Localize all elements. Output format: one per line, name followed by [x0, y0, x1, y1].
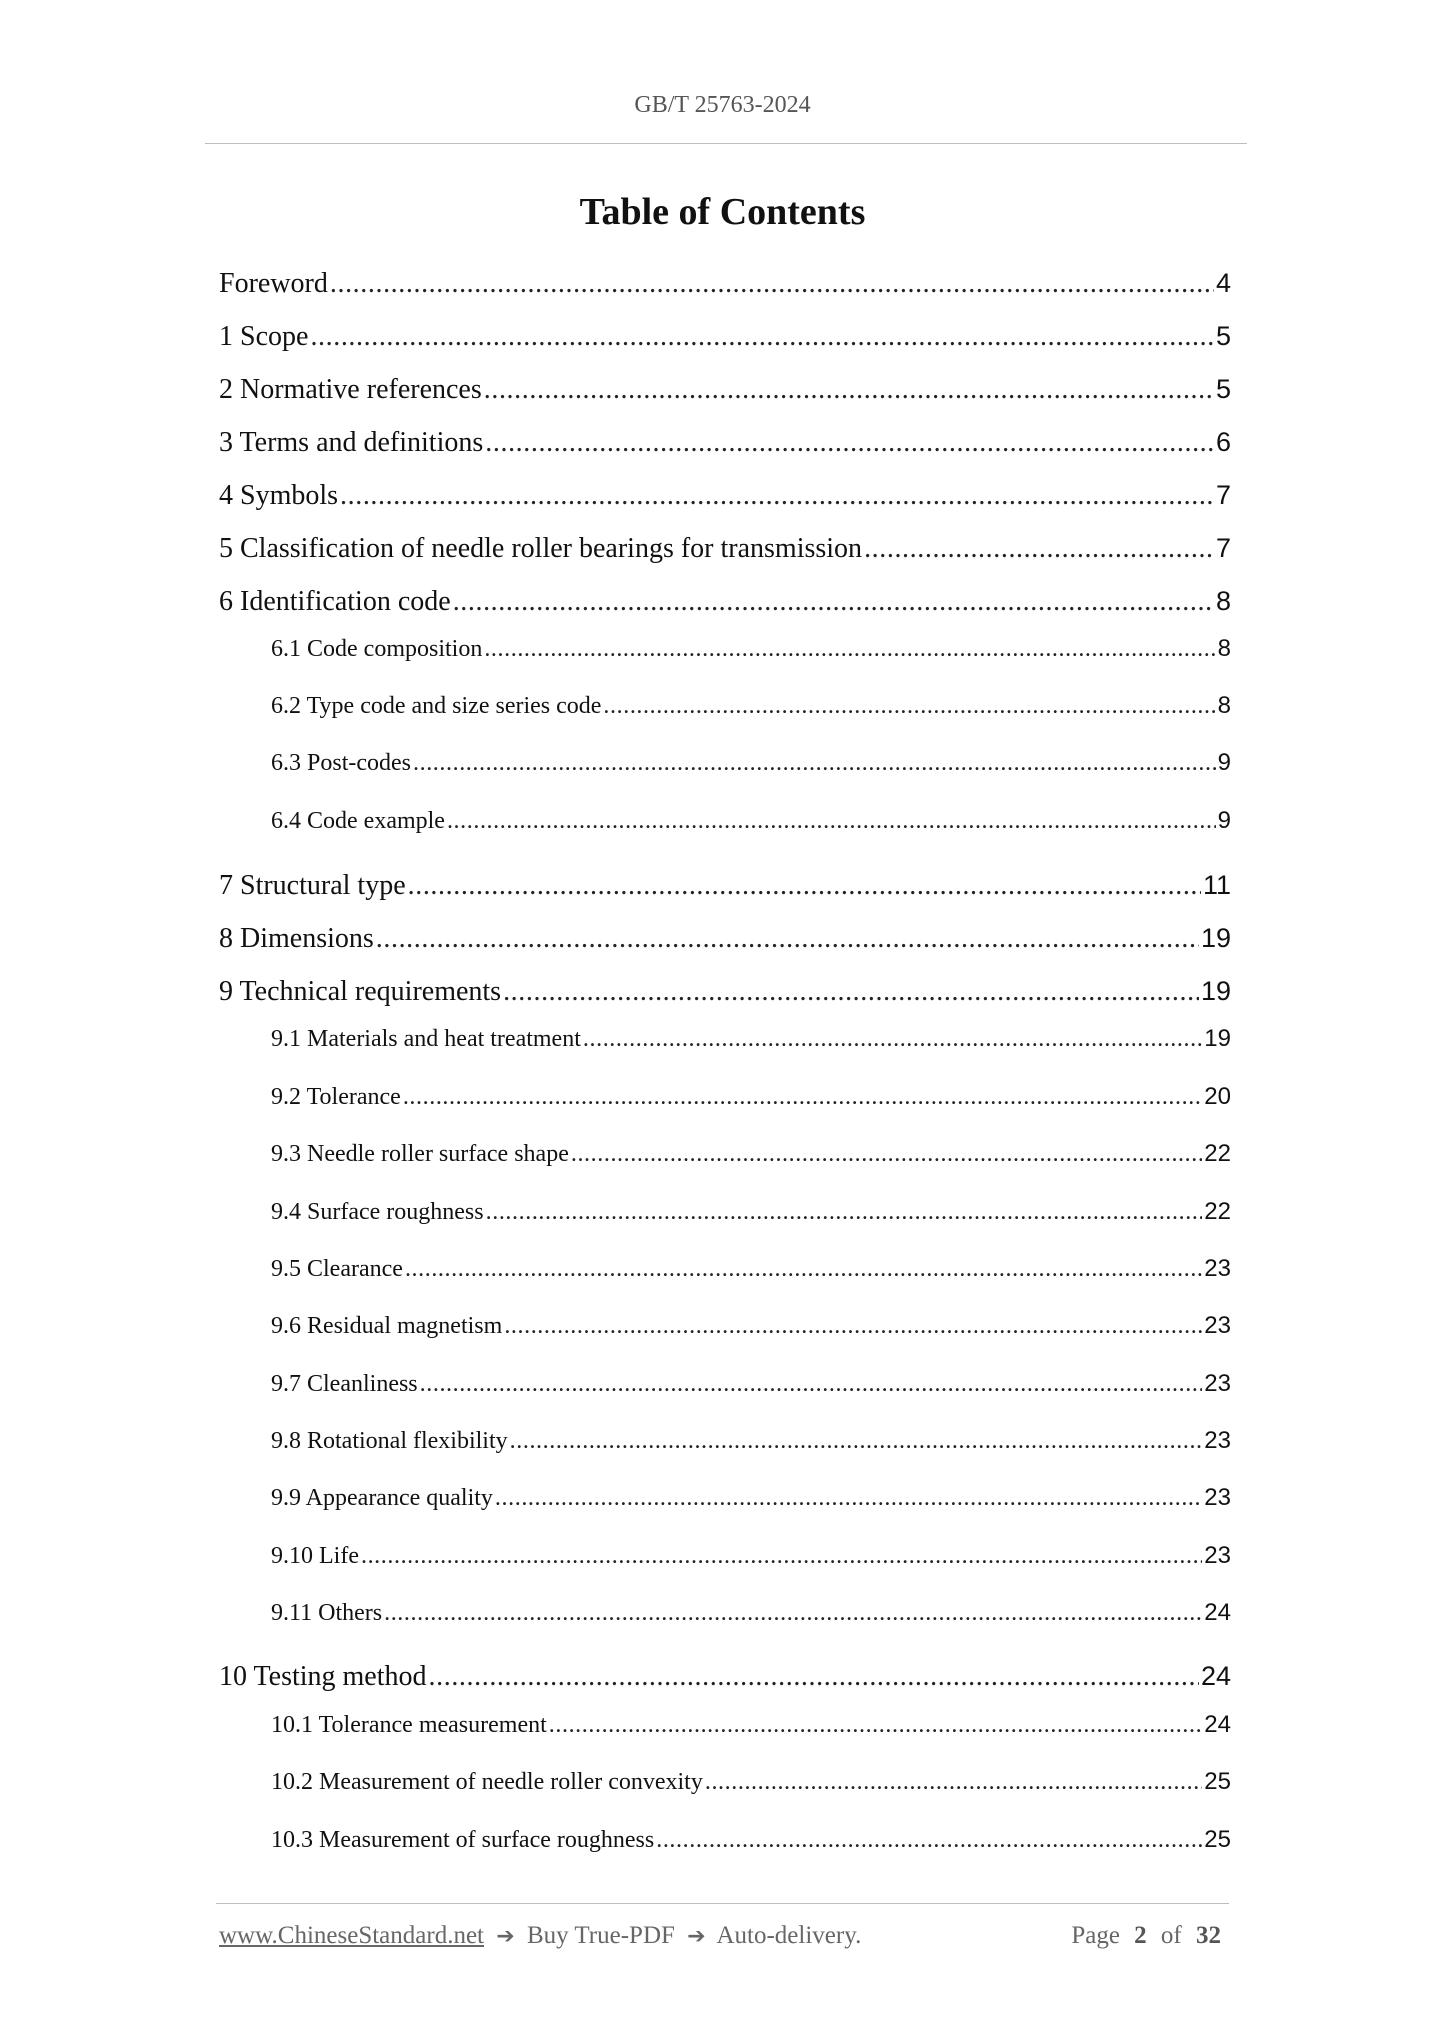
toc-entry-page: 8: [1217, 635, 1231, 662]
toc-subentry[interactable]: [271, 1083, 1231, 1119]
dot-leader: [403, 1084, 1202, 1111]
toc-entry-page: 23: [1204, 1370, 1231, 1397]
toc-entry-page: 20: [1204, 1083, 1231, 1110]
dot-leader: [504, 1313, 1202, 1340]
page-label: Page: [1071, 1922, 1120, 1949]
delivery-text: Auto-delivery.: [716, 1922, 862, 1949]
buy-pdf-text: Buy True-PDF: [526, 1922, 675, 1949]
dot-leader: [484, 374, 1214, 406]
current-page: 2: [1134, 1922, 1147, 1949]
toc-entry-page: 19: [1200, 923, 1231, 953]
dot-leader: [420, 1371, 1203, 1398]
toc-entry-page: 22: [1204, 1198, 1231, 1225]
toc-entry-title: 9.11 Others: [271, 1600, 383, 1626]
toc-subentry[interactable]: [271, 1255, 1231, 1291]
dot-leader: [510, 1428, 1203, 1455]
dot-leader: [361, 1543, 1202, 1570]
toc-entry-page: 5: [1215, 374, 1231, 404]
toc-entry[interactable]: [219, 870, 1231, 910]
dot-leader: [486, 1199, 1203, 1226]
toc-entry-title: 4 Symbols: [219, 480, 339, 511]
toc-entry-title: 9.6 Residual magnetism: [271, 1313, 503, 1339]
toc-entry-title: 9.10 Life: [271, 1543, 359, 1569]
toc-entry-page: 24: [1204, 1599, 1231, 1626]
dot-leader: [864, 533, 1214, 565]
dot-leader: [484, 636, 1215, 663]
dot-leader: [549, 1712, 1203, 1739]
toc-entry-title: 9.9 Appearance quality: [271, 1485, 493, 1511]
toc-entry-title: 10.3 Measurement of surface roughness: [271, 1827, 655, 1853]
toc-subentry[interactable]: [271, 1599, 1231, 1635]
toc-entry[interactable]: [219, 976, 1231, 1016]
toc-entry-page: 23: [1204, 1255, 1231, 1282]
toc-entry[interactable]: [219, 1661, 1231, 1701]
dot-leader: [447, 808, 1216, 835]
toc-entry-title: 6.1 Code composition: [271, 636, 483, 662]
dot-leader: [503, 976, 1199, 1008]
dot-leader: [376, 923, 1199, 955]
toc-entry-page: 7: [1215, 480, 1231, 510]
toc-entry-page: 22: [1204, 1140, 1231, 1167]
toc-entry-title: 9.2 Tolerance: [271, 1084, 401, 1110]
toc-entry[interactable]: [219, 923, 1231, 963]
dot-leader: [405, 1256, 1202, 1283]
dot-leader: [603, 693, 1215, 720]
toc-entry-page: 4: [1215, 268, 1231, 298]
dot-leader: [310, 321, 1214, 353]
toc-subentry[interactable]: [271, 1198, 1231, 1234]
toc-entry-page: 23: [1204, 1427, 1231, 1454]
toc-entry[interactable]: [219, 533, 1231, 573]
toc-entry-page: 23: [1204, 1484, 1231, 1511]
page-title: Table of Contents: [579, 191, 866, 233]
running-header: GB/T 25763-2024: [634, 92, 811, 118]
toc-entry-page: 25: [1204, 1768, 1231, 1795]
toc-entry-page: 8: [1217, 692, 1231, 719]
toc-entry-title: 9.7 Cleanliness: [271, 1371, 418, 1397]
footer-promo: [219, 1922, 861, 1950]
dot-leader: [656, 1827, 1202, 1854]
toc-entry-title: 5 Classification of needle roller bearings for transmission: [219, 533, 863, 564]
toc-entry-title: 6 Identification code: [219, 586, 451, 617]
toc-entry[interactable]: [219, 480, 1231, 520]
toc-entry-title: 9 Technical requirements: [219, 976, 502, 1007]
toc-entry-title: 2 Normative references: [219, 374, 482, 405]
dot-leader: [571, 1141, 1202, 1168]
toc-entry-title: 9.4 Surface roughness: [271, 1199, 484, 1225]
toc-entry-page: 11: [1202, 870, 1231, 900]
toc-entry-title: 10.2 Measurement of needle roller convexity: [271, 1769, 703, 1795]
arrow-right-icon: ➔: [687, 1924, 706, 1949]
toc-subentry[interactable]: [271, 635, 1231, 671]
toc-subentry[interactable]: [271, 1484, 1231, 1520]
toc-entry-page: 9: [1217, 749, 1231, 776]
toc-subentry[interactable]: [271, 807, 1231, 843]
toc-entry[interactable]: [219, 321, 1231, 361]
toc-subentry[interactable]: [271, 692, 1231, 728]
dot-leader: [408, 870, 1201, 902]
toc-entry-title: 9.8 Rotational flexibility: [271, 1428, 508, 1454]
toc-subentry[interactable]: [271, 1370, 1231, 1406]
toc-entry[interactable]: [219, 374, 1231, 414]
toc-entry-page: 9: [1217, 807, 1231, 834]
toc-subentry[interactable]: [271, 1768, 1231, 1804]
toc-entry-page: 24: [1204, 1711, 1231, 1738]
of-label: of: [1160, 1922, 1182, 1949]
toc-subentry[interactable]: [271, 749, 1231, 785]
dot-leader: [330, 268, 1214, 300]
toc-entry-title: 10.1 Tolerance measurement: [271, 1712, 547, 1738]
toc-entry[interactable]: [219, 427, 1231, 467]
toc-entry-title: 8 Dimensions: [219, 923, 374, 954]
dot-leader: [583, 1026, 1202, 1053]
page-number: [1071, 1922, 1229, 1950]
toc-entry-page: 6: [1215, 427, 1231, 457]
toc-entry-page: 8: [1215, 586, 1231, 616]
dot-leader: [429, 1661, 1199, 1693]
toc-entry-title: 6.2 Type code and size series code: [271, 693, 602, 719]
toc-entry-title: 6.3 Post-codes: [271, 750, 411, 776]
toc-subentry[interactable]: [271, 1025, 1231, 1061]
toc-subentry[interactable]: [271, 1312, 1231, 1348]
toc-entry-page: 23: [1204, 1542, 1231, 1569]
dot-leader: [453, 586, 1214, 618]
toc-subentry[interactable]: [271, 1711, 1231, 1747]
toc-entry-title: Foreword: [219, 268, 328, 299]
toc-subentry[interactable]: [271, 1140, 1231, 1176]
toc-entry-page: 23: [1204, 1312, 1231, 1339]
dot-leader: [384, 1600, 1202, 1627]
toc-entry-page: 5: [1215, 321, 1231, 351]
dot-leader: [705, 1769, 1202, 1796]
toc-entry-page: 19: [1204, 1025, 1231, 1052]
toc-subentry[interactable]: [271, 1542, 1231, 1578]
toc-entry-title: 10 Testing method: [219, 1661, 427, 1692]
toc-entry-title: 7 Structural type: [219, 870, 406, 901]
toc-entry-title: 9.3 Needle roller surface shape: [271, 1141, 569, 1167]
footer-divider: [216, 1903, 1229, 1904]
toc-entry-page: 24: [1200, 1661, 1231, 1691]
total-pages: 32: [1196, 1922, 1221, 1949]
toc-entry-title: 9.1 Materials and heat treatment: [271, 1026, 581, 1052]
toc-entry-title: 1 Scope: [219, 321, 309, 352]
toc-entry-page: 7: [1215, 533, 1231, 563]
dot-leader: [340, 480, 1214, 512]
toc-entry-title: 3 Terms and definitions: [219, 427, 484, 458]
arrow-right-icon: ➔: [496, 1924, 515, 1949]
toc-entry-page: 19: [1200, 976, 1231, 1006]
toc-entry-title: 9.5 Clearance: [271, 1256, 403, 1282]
dot-leader: [485, 427, 1214, 459]
dot-leader: [495, 1485, 1202, 1512]
toc-subentry[interactable]: [271, 1427, 1231, 1463]
toc-entry-page: 25: [1204, 1826, 1231, 1853]
toc-entry-title: 6.4 Code example: [271, 808, 445, 834]
dot-leader: [413, 750, 1216, 777]
website-link[interactable]: www.ChineseStandard.net: [219, 1922, 484, 1949]
toc-subentry[interactable]: [271, 1826, 1231, 1862]
toc-entry[interactable]: [219, 586, 1231, 626]
toc-entry[interactable]: [219, 268, 1231, 308]
